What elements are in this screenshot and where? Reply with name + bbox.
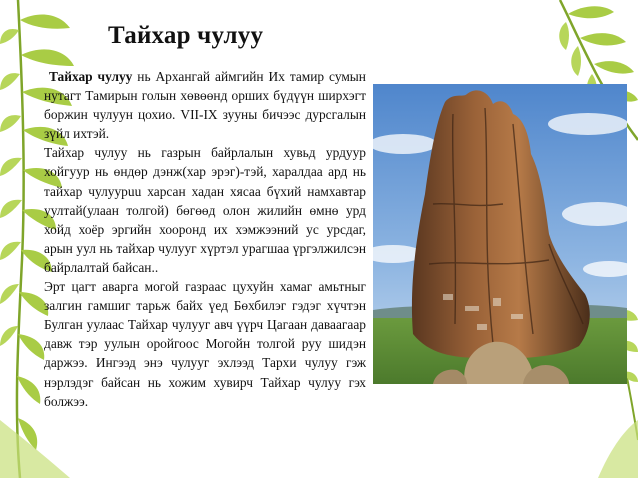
paragraph-1 xyxy=(44,67,366,143)
paragraph-1-lead: Тайхар чулуу xyxy=(48,69,133,84)
taikhar-rock-photo xyxy=(373,84,627,384)
paragraph-2 xyxy=(44,143,366,277)
page-title: Тайхар чулуу xyxy=(108,22,264,49)
paragraph-3-text: Эрт цагт аварга могой газраас цухуйн хамаг амьтныг залгин гамшиг тарьж байх үед Бөхбилэг гэдэг хүчтэн Булган уулаас Тайхар чулууг авч үүрч Цагаан даваагаар давж тэр уулын оройгоос Могойн толгой руу шидэн даржээ. Ингээд энэ чулууг эхлээд Тархи чулуу гэж нэрлэдэг байсан нь хожим хувирч Тайхар чулуу гэх болжээ. xyxy=(44,279,366,409)
paragraph-1-text: нь Архангай аймгийн Их тамир сумын нутагт Тамирын голын хөвөөнд орших бүдүүн ширхэгт боржин чулуун цохио. VII-IX зууны бичээс дурсгалын зүйл ихтэй. xyxy=(44,69,366,142)
rock-photo-icon xyxy=(373,84,627,384)
paragraph-3 xyxy=(44,277,366,411)
body-text xyxy=(44,67,366,411)
paragraph-2-text: Тайхар чулуу нь газрын байрлалын хувьд урдуур хойгуур нь өндөр дэнж(хар эрэг)-тэй, харалдаа ард нь тайхар чулуурuu харсан хадан хясаа бүхий намхавтар уултай(улаан толгой) бөгөөд олон жилийн өмнө урд хойд хоёр эргийн хооронд их хэмжээний ус урсдаг, арын уул нь тайхар чулууг хүртэл урагшаа үргэлжилсэн байрлалтай байсан.. xyxy=(44,145,366,275)
